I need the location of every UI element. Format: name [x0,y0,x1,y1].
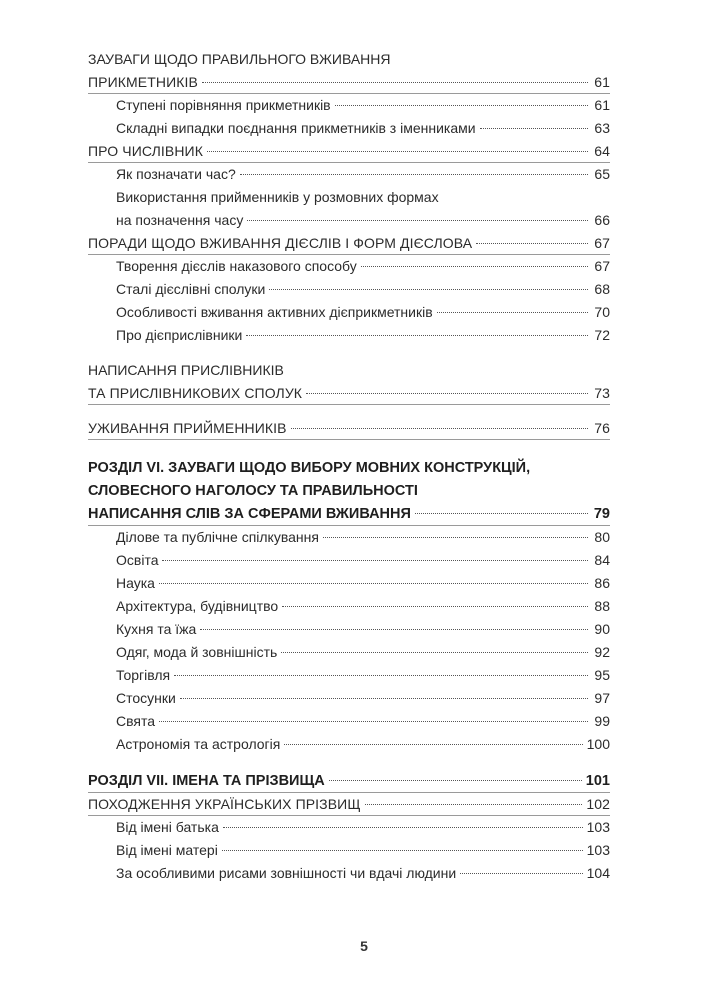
toc-entry-title: Сталі дієслівні сполуки [116,281,266,297]
toc-section-entry[interactable] [88,417,610,440]
toc-page-number: 67 [594,235,610,251]
toc-entry-title: Від імені батька [116,819,219,835]
dot-leader [291,428,588,429]
toc-page-number: 70 [594,304,610,320]
toc-page-number: 61 [594,74,610,90]
toc-entry-title: Стосунки [116,690,176,706]
dot-leader [437,312,588,313]
toc-entry-title: Архітектура, будівництво [116,598,279,614]
toc-section-entry[interactable] [88,382,610,405]
dot-leader [281,652,588,653]
toc-page-number: 100 [586,736,610,752]
toc-subentry[interactable] [88,324,610,347]
dot-leader [240,174,588,175]
toc-entry-title: Особливості вживання активних дієприкметників [116,304,433,320]
toc-section-entry[interactable] [88,793,610,816]
toc-page-number: 104 [586,865,610,881]
toc-entry-title: Про дієприслівники [116,327,243,343]
dot-leader [284,744,582,745]
toc-entry-title: на позначення часу [116,212,244,228]
toc-subentry[interactable] [88,209,610,232]
page-number: 5 [360,938,368,954]
toc-page-number: 80 [594,529,610,545]
dot-leader [306,393,588,394]
toc-page-number: 72 [594,327,610,343]
toc-page-number: 79 [593,506,610,522]
toc-page-number: 67 [594,258,610,274]
toc-subentry[interactable] [88,710,610,733]
toc-entry-title: Свята [116,713,156,729]
dot-leader [247,220,588,221]
dot-leader [361,266,588,267]
dot-leader [200,629,588,630]
toc-entry-title: Кухня та їжа [116,621,197,637]
toc-subentry[interactable] [88,255,610,278]
toc-page-number: 102 [586,796,610,812]
toc-entry-title: Освіта [116,552,159,568]
toc-entry-title: ПРО ЧИСЛІВНИК [88,143,203,159]
toc-page-number: 99 [594,713,610,729]
toc-page-number: 95 [594,667,610,683]
toc-entry-title: ТА ПРИСЛІВНИКОВИХ СПОЛУК [88,385,303,401]
toc-entry-title: ПРИКМЕТНИКІВ [88,74,198,90]
toc-entry-title: ПОРАДИ ЩОДО ВЖИВАННЯ ДІЄСЛІВ І ФОРМ ДІЄСЛОВА [88,235,473,251]
toc-subentry[interactable] [88,618,610,641]
toc-subentry-title-line: Використання прийменників у розмовних формах [116,189,439,205]
dot-leader [329,780,582,781]
toc-entry-title: РОЗДІЛ VII. ІМЕНА ТА ПРІЗВИЩА [88,773,325,789]
toc-entry-title: За особливими рисами зовнішності чи вдачі людини [116,865,457,881]
toc-subentry[interactable] [88,549,610,572]
toc-page-number: 76 [594,420,610,436]
toc-page-number: 86 [594,575,610,591]
toc-page-number: 84 [594,552,610,568]
toc-section-entry[interactable] [88,140,610,163]
toc-section-entry[interactable] [88,71,610,94]
toc-page-number: 103 [586,842,610,858]
toc-subentry[interactable] [88,301,610,324]
toc-entry-title: Одяг, мода й зовнішність [116,644,278,660]
toc-page-number: 66 [594,212,610,228]
toc-chapter-title-line: РОЗДІЛ VI. ЗАУВАГИ ЩОДО ВИБОРУ МОВНИХ КОНСТРУКЦІЙ, [88,460,531,476]
toc-subentry[interactable] [88,641,610,664]
dot-leader [282,606,588,607]
dot-leader [269,289,588,290]
toc-entry-title: Складні випадки поєднання прикметників з іменниками [116,120,476,136]
toc-entry-title: НАПИСАННЯ СЛІВ ЗА СФЕРАМИ ВЖИВАННЯ [88,506,411,522]
toc-page-number: 92 [594,644,610,660]
toc-entry-title: ПОХОДЖЕННЯ УКРАЇНСЬКИХ ПРІЗВИЩ [88,796,361,812]
dot-leader [335,105,588,106]
toc-page-number: 103 [586,819,610,835]
toc-page-number: 63 [594,120,610,136]
dot-leader [202,82,588,83]
toc-entry-title: Від імені матері [116,842,218,858]
dot-leader [323,537,588,538]
toc-subentry[interactable] [88,664,610,687]
toc-page-number: 73 [594,385,610,401]
toc-chapter-title-line: СЛОВЕСНОГО НАГОЛОСУ ТА ПРАВИЛЬНОСТІ [88,483,418,499]
toc-page-number: 90 [594,621,610,637]
table-of-contents [88,48,610,885]
toc-section-title-line: ЗАУВАГИ ЩОДО ПРАВИЛЬНОГО ВЖИВАННЯ [88,51,391,67]
toc-chapter-entry[interactable] [88,503,610,526]
toc-subentry[interactable] [88,163,610,186]
toc-page-number: 97 [594,690,610,706]
dot-leader [365,804,583,805]
dot-leader [159,721,588,722]
dot-leader [415,513,588,514]
dot-leader [207,151,588,152]
toc-subentry[interactable] [88,839,610,862]
toc-subentry[interactable] [88,94,610,117]
toc-subentry[interactable] [88,572,610,595]
dot-leader [159,583,588,584]
dot-leader [174,675,588,676]
toc-subentry[interactable] [88,816,610,839]
toc-page-number: 68 [594,281,610,297]
toc-entry-title: Астрономія та астрологія [116,736,281,752]
toc-page-number: 64 [594,143,610,159]
toc-entry-title: Наука [116,575,155,591]
toc-entry-title: Як позначати час? [116,166,236,182]
dot-leader [180,698,588,699]
toc-entry-title: Торгівля [116,667,171,683]
toc-subentry[interactable] [88,526,610,549]
toc-entry-title: Ділове та публічне спілкування [116,529,319,545]
section-underline [88,404,610,405]
toc-page-number: 65 [594,166,610,182]
dot-leader [222,850,583,851]
dot-leader [460,873,582,874]
toc-section-entry[interactable] [88,232,610,255]
toc-subentry[interactable] [88,117,610,140]
toc-subentry[interactable] [88,595,610,618]
dot-leader [480,128,588,129]
toc-subentry[interactable] [88,862,610,885]
toc-subentry[interactable] [88,687,610,710]
toc-entry-title: Ступені порівняння прикметників [116,97,331,113]
dot-leader [246,335,588,336]
dot-leader [162,560,588,561]
section-underline [88,439,610,440]
toc-section-title-line: НАПИСАННЯ ПРИСЛІВНИКІВ [88,362,284,378]
toc-entry-title: Творення дієслів наказового способу [116,258,357,274]
toc-subentry[interactable] [88,278,610,301]
dot-leader [476,243,588,244]
toc-page-number: 101 [585,773,610,789]
toc-page-number: 88 [594,598,610,614]
toc-subentry[interactable] [88,733,610,756]
toc-entry-title: УЖИВАННЯ ПРИЙМЕННИКІВ [88,420,287,436]
toc-chapter-entry[interactable] [88,770,610,793]
toc-page-number: 61 [594,97,610,113]
dot-leader [223,827,583,828]
